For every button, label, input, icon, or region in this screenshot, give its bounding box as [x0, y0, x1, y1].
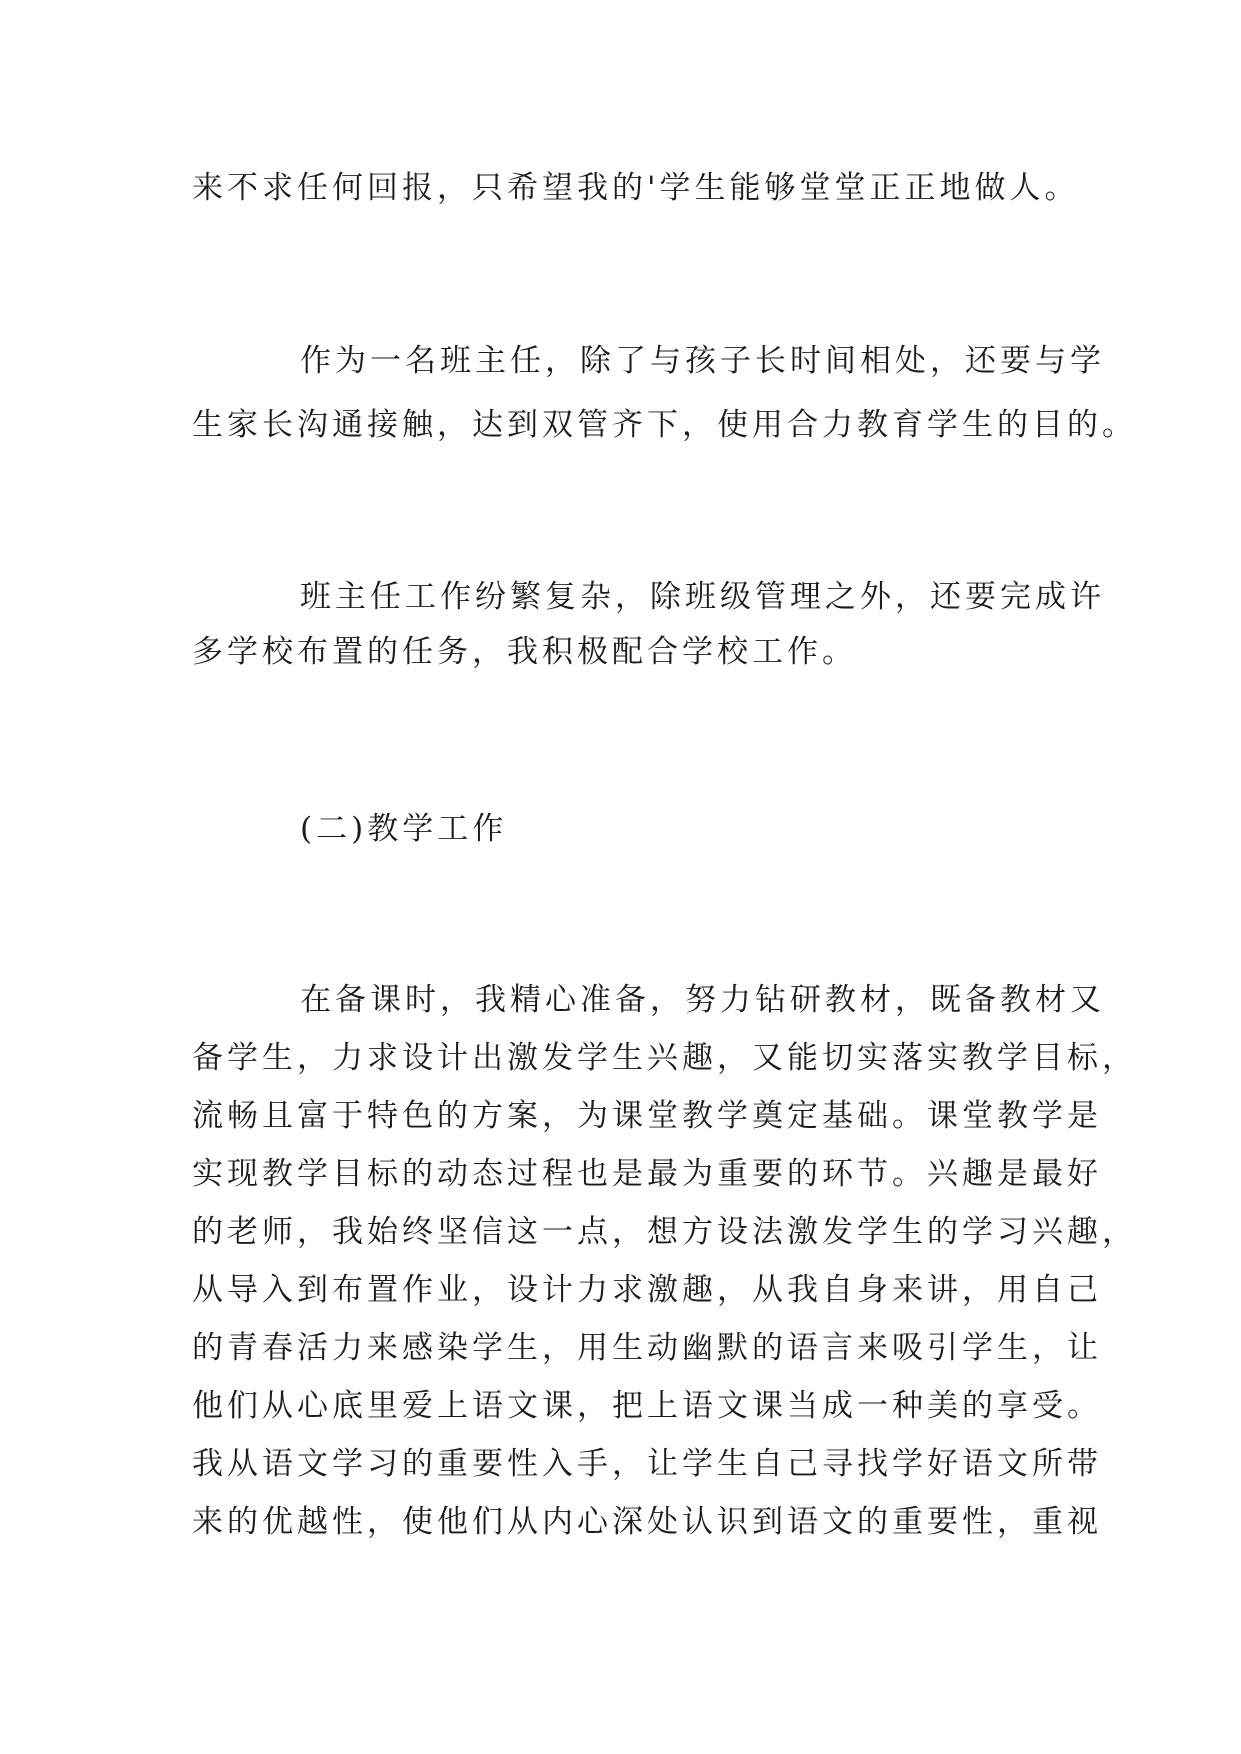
paragraph-line: 来不求任何回报，只希望我的'学生能够堂堂正正地做人。	[192, 170, 1080, 206]
paragraph-line: 备学生，力求设计出激发学生兴趣，又能切实落实教学目标，	[192, 1040, 1137, 1076]
paragraph-line: 流畅且富于特色的方案，为课堂教学奠定基础。课堂教学是	[192, 1098, 1102, 1134]
paragraph-line: 的老师，我始终坚信这一点，想方设法激发学生的学习兴趣，	[192, 1214, 1137, 1250]
paragraph-line: 他们从心底里爱上语文课，把上语文课当成一种美的享受。	[192, 1388, 1102, 1424]
paragraph-line: 实现教学目标的动态过程也是最为重要的环节。兴趣是最好	[192, 1156, 1102, 1192]
paragraph-line: 我从语文学习的重要性入手，让学生自己寻找学好语文所带	[192, 1446, 1102, 1482]
paragraph-line: 的青春活力来感染学生，用生动幽默的语言来吸引学生，让	[192, 1330, 1102, 1366]
paragraph-line: 生家长沟通接触，达到双管齐下，使用合力教育学生的目的。	[192, 407, 1137, 443]
paragraph-line: 来的优越性，使他们从内心深处认识到语文的重要性，重视	[192, 1504, 1102, 1540]
paragraph-line: 作为一名班主任，除了与孩子长时间相处，还要与学	[300, 343, 1105, 379]
paragraph-line: 班主任工作纷繁复杂，除班级管理之外，还要完成许	[300, 579, 1105, 615]
paragraph-line: 多学校布置的任务，我积极配合学校工作。	[192, 634, 857, 670]
paragraph-line: 从导入到布置作业，设计力求激趣，从我自身来讲，用自己	[192, 1272, 1102, 1308]
paragraph-line: 在备课时，我精心准备，努力钻研教材，既备教材又	[300, 982, 1105, 1018]
section-heading: (二)教学工作	[300, 811, 508, 847]
